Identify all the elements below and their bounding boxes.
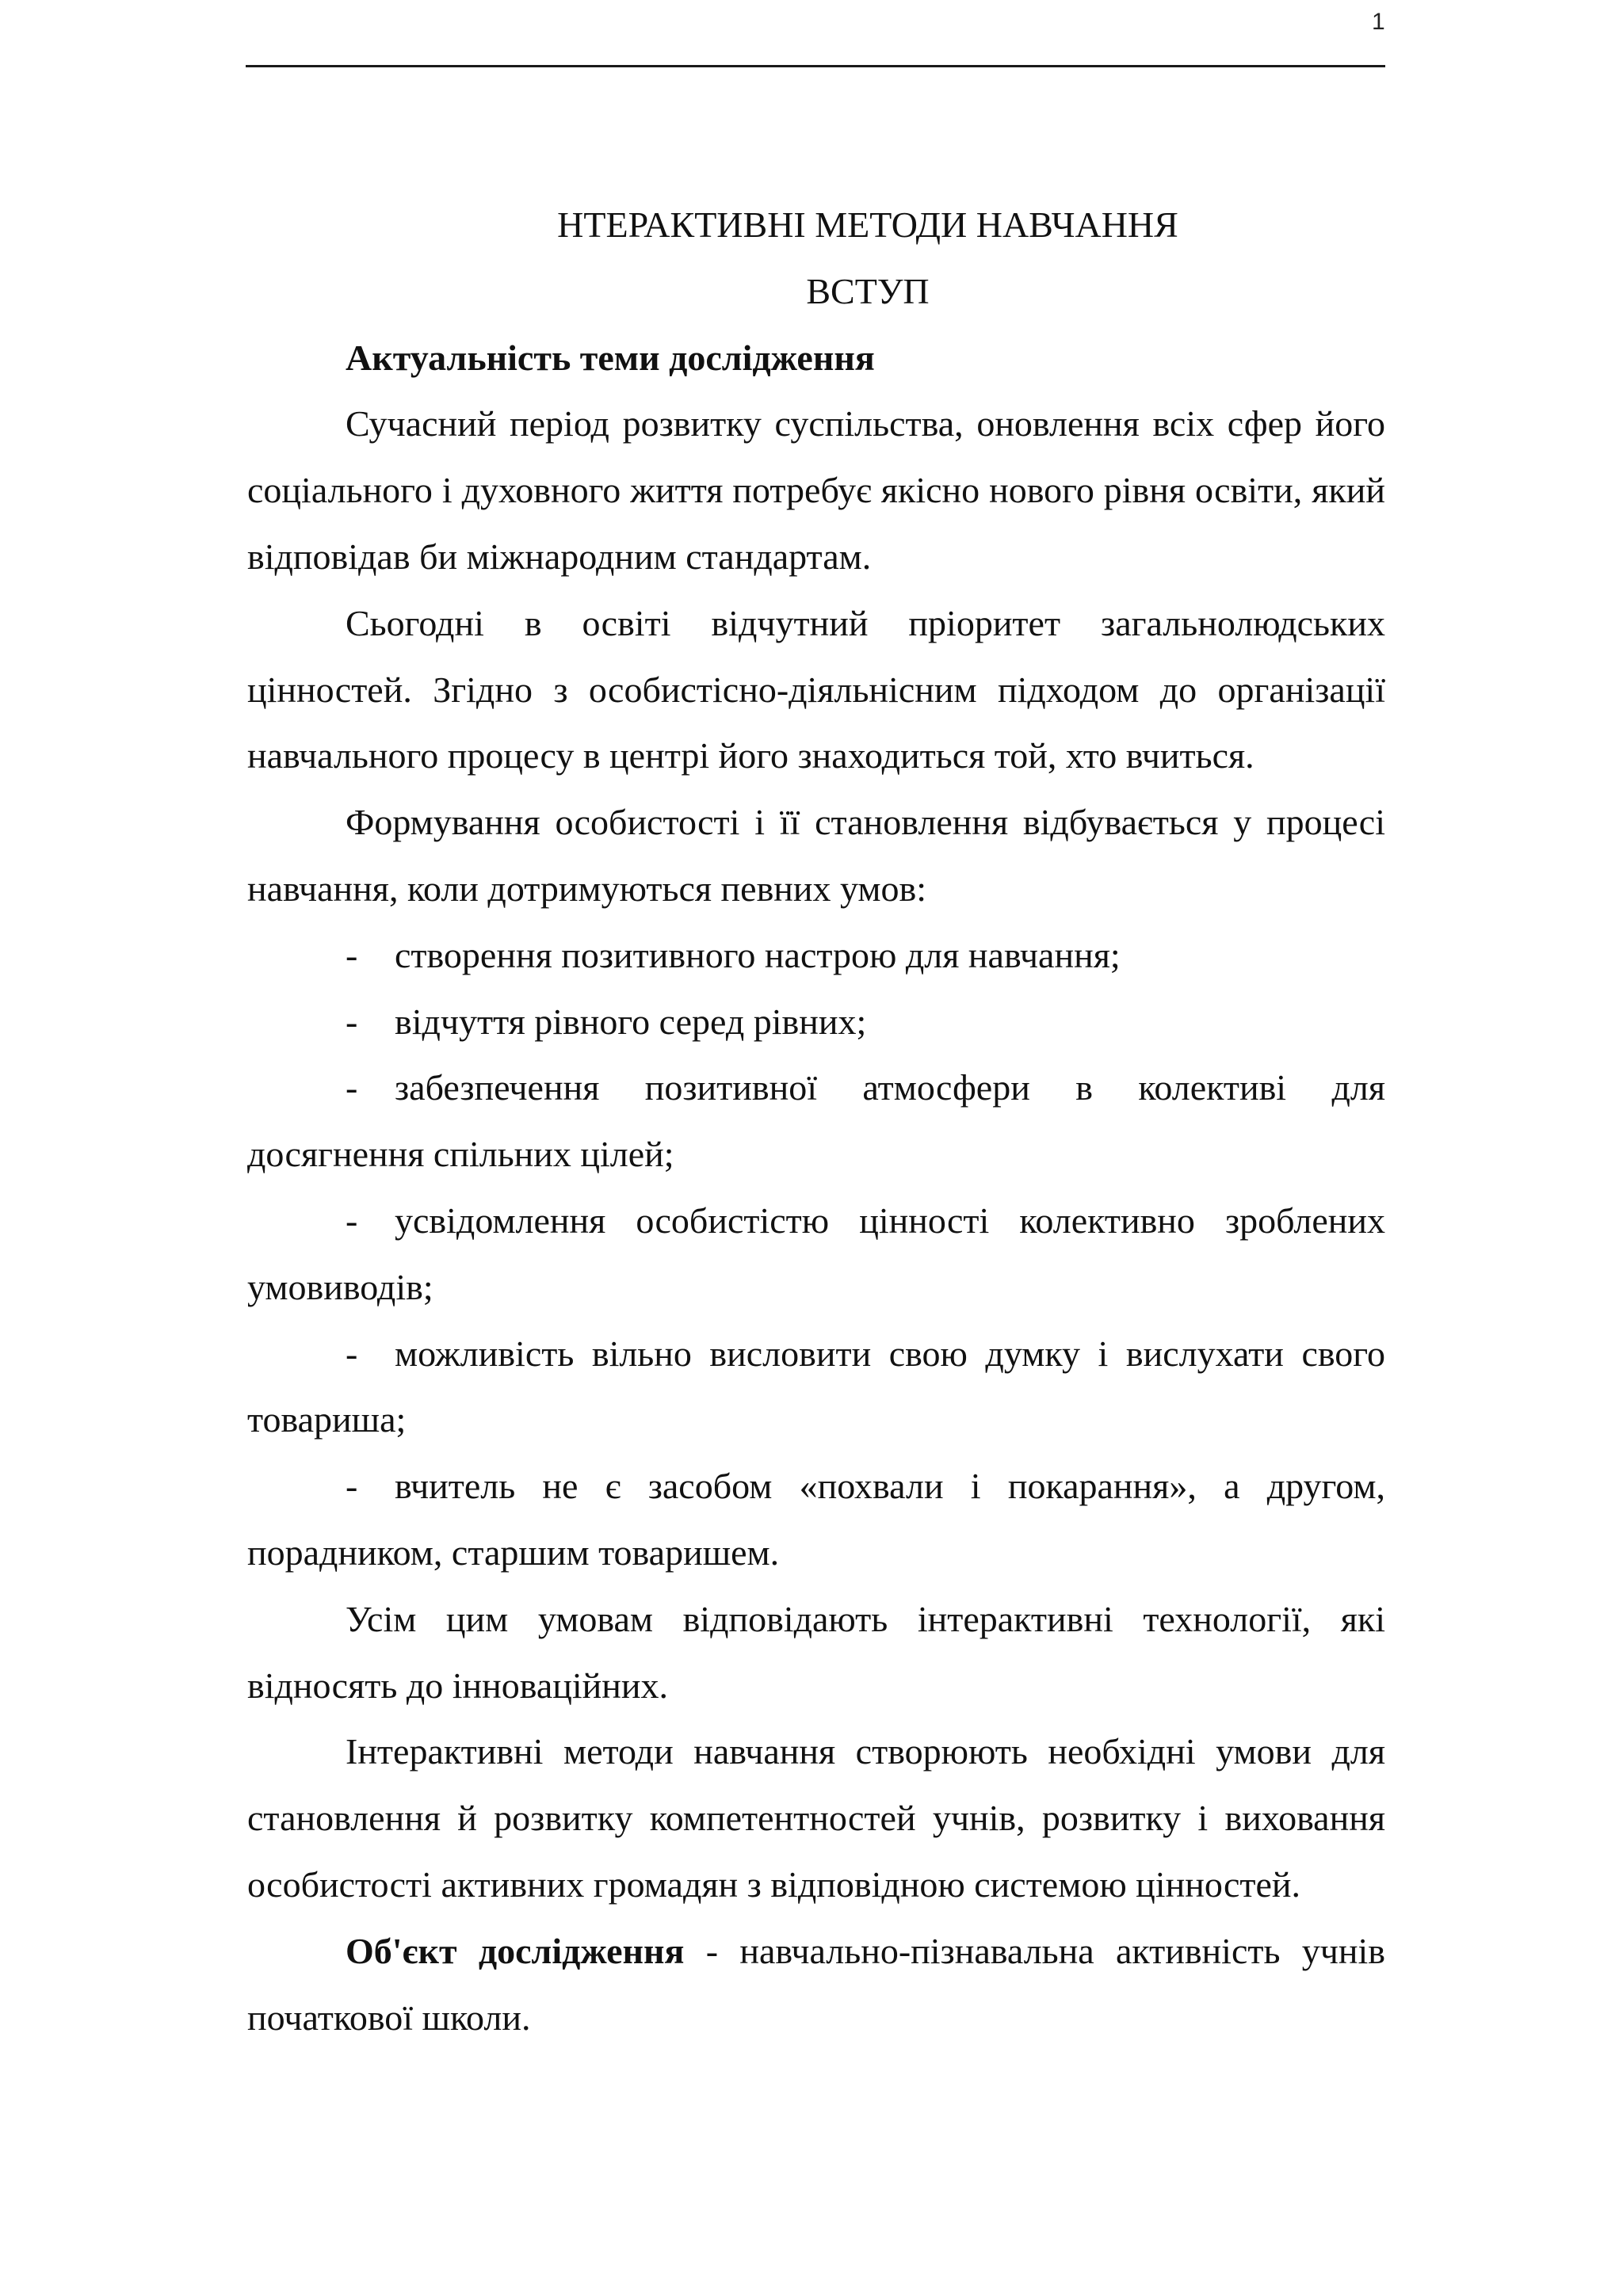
section-heading: ВСТУП bbox=[806, 270, 930, 311]
list-item bbox=[247, 1188, 1385, 1321]
paragraph: Інтерактивні методи навчання створюють необхідні умови для становлення й розвитку компетентностей учнів, розвитку і виховання особистості активних громадян з відповідною системою цінностей. bbox=[247, 1731, 1385, 1905]
list-item-text: забезпечення позитивної атмосфери в колективі для досягнення спільних цілей; bbox=[247, 1067, 1385, 1175]
list-item bbox=[247, 989, 1385, 1055]
research-object-paragraph bbox=[247, 1918, 1385, 2051]
bullet-dash: - bbox=[346, 1333, 358, 1374]
bullet-dash: - bbox=[346, 934, 358, 975]
list-item bbox=[247, 922, 1385, 989]
bullet-dash: - bbox=[346, 1466, 358, 1507]
document-title: НТЕРАКТИВНІ МЕТОДИ НАВЧАННЯ bbox=[557, 204, 1178, 245]
list-item-text: вчитель не є засобом «похвали і покарання», а другом, порадником, старшим товаришем. bbox=[247, 1466, 1385, 1573]
paragraph: Усім цим умовам відповідають інтерактивні технології, які відносять до інноваційних. bbox=[247, 1598, 1385, 1706]
bullet-dash: - bbox=[346, 1199, 358, 1241]
header-divider bbox=[246, 65, 1385, 67]
page-number: 1 bbox=[1372, 9, 1385, 35]
research-object-text: - навчально-пізнавальна активність учнів початкової школи. bbox=[247, 1930, 1385, 2038]
list-item-text: відчуття рівного серед рівних; bbox=[395, 1001, 867, 1042]
document-body bbox=[247, 192, 1385, 2050]
list-item-text: створення позитивного настрою для навчання; bbox=[395, 934, 1121, 975]
bullet-dash: - bbox=[346, 1067, 358, 1108]
list-item bbox=[247, 1453, 1385, 1586]
paragraph: Формування особистості і її становлення відбувається у процесі навчання, коли дотримуються певних умов: bbox=[247, 802, 1385, 909]
research-object-label: Об'єкт дослідження bbox=[346, 1930, 685, 1971]
relevance-heading: Актуальність теми дослідження bbox=[346, 337, 875, 378]
list-item bbox=[247, 1055, 1385, 1188]
list-item-text: можливість вільно висловити свою думку і вислухати свого товариша; bbox=[247, 1333, 1385, 1440]
list-item-text: усвідомлення особистістю цінності колективно зроблених умовиводів; bbox=[247, 1199, 1385, 1307]
paragraph: Сьогодні в освіті відчутний пріоритет загальнолюдських цінностей. Згідно з особистісно-діяльнісним підходом до організації навчального процесу в центрі його знаходиться той, хто вчиться. bbox=[247, 602, 1385, 776]
bullet-dash: - bbox=[346, 1001, 358, 1042]
list-item bbox=[247, 1321, 1385, 1454]
paragraph: Сучасний період розвитку суспільства, оновлення всіх сфер його соціального і духовного життя потребує якісно нового рівня освіти, який відповідав би міжнародним стандартам. bbox=[247, 403, 1385, 577]
